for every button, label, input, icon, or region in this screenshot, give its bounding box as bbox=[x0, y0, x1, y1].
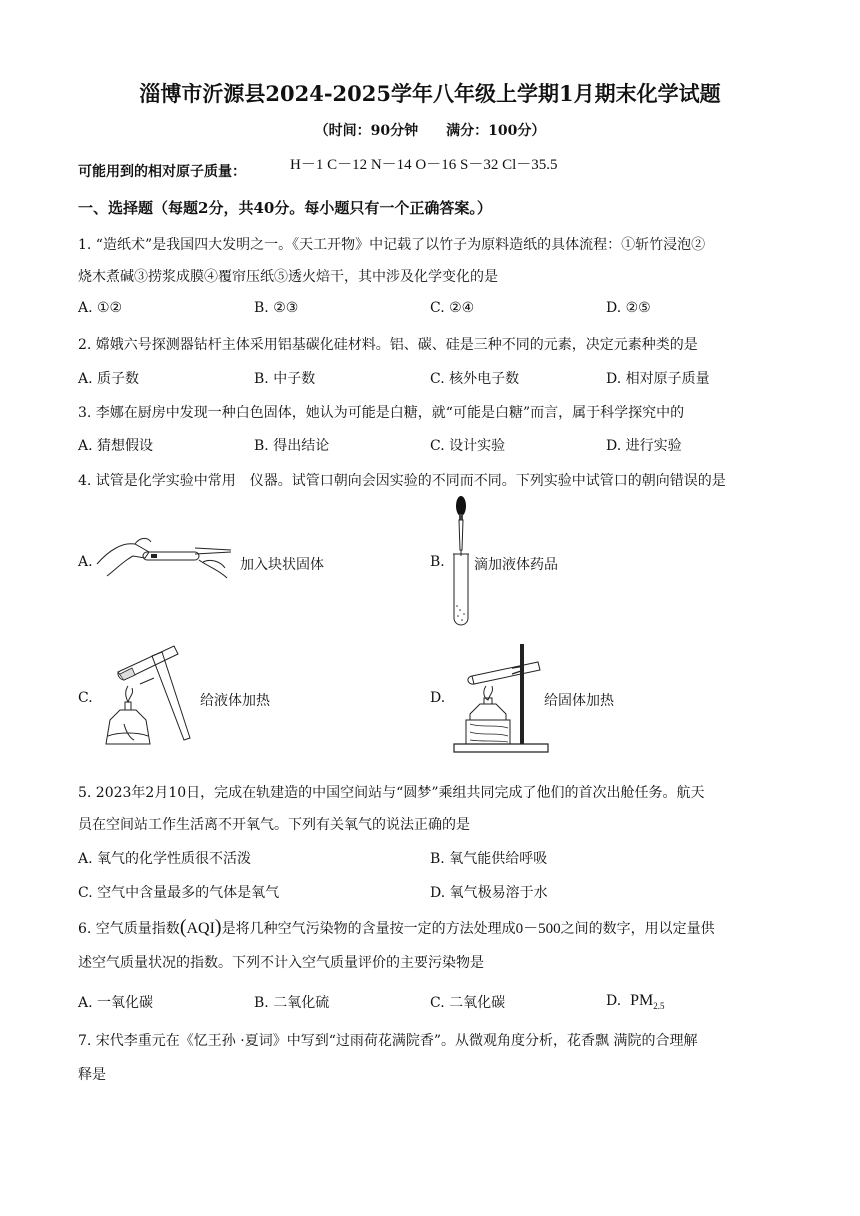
q4-option-a-letter: A. bbox=[78, 554, 93, 570]
q6-stem-part-a: 6. 空气质量指数 bbox=[78, 921, 180, 937]
q2-option-a: A. 质子数 bbox=[78, 371, 140, 387]
q3-stem: 3. 李娜在厨房中发现一种白色固体，她认为可能是白糖，就“可能是白糖”而言，属于科学探究中的 bbox=[78, 405, 685, 421]
atomic-masses-label: 可能用到的相对原子质量： bbox=[78, 164, 246, 180]
q7-stem-line1: 7. 宋代李重元在《忆王孙 ·夏词》中写到“过雨荷花满院香”。从微观角度分析，花香飘 满院的合理解 bbox=[78, 1033, 698, 1049]
q4-option-b-caption: 滴加液体药品 bbox=[474, 557, 558, 573]
q3-option-d: D. 进行实验 bbox=[606, 438, 682, 454]
q4-option-a-caption: 加入块状固体 bbox=[240, 557, 324, 573]
q4-stem: 4. 试管是化学实验中常用 仪器。试管口朝向会因实验的不同而不同。下列实验中试管口的朝向错误的是 bbox=[78, 473, 726, 489]
q6-stem-part-b: 是将几种空气污染物的含量按一定的方法处理成 bbox=[221, 921, 516, 937]
q6-pm-sub: 2.5 bbox=[653, 1001, 665, 1012]
q5-option-a: A. 氧气的化学性质很不活泼 bbox=[78, 851, 252, 867]
q4-option-c-figure bbox=[98, 642, 198, 754]
q2-stem: 2. 嫦娥六号探测器钻杆主体采用铝基碳化硅材料。铝、碳、硅是三种不同的元素，决定元素种类的是 bbox=[78, 337, 698, 353]
q6-pm-main: PM bbox=[630, 992, 654, 1009]
q5-stem-line2: 员在空间站工作生活离不开氧气。下列有关氧气的说法正确的是 bbox=[78, 817, 470, 833]
q4-option-a-figure bbox=[95, 528, 235, 584]
q2-option-b: B. 中子数 bbox=[254, 371, 316, 387]
q6-option-d bbox=[606, 992, 664, 1011]
q6-option-d-letter: D. bbox=[606, 993, 622, 1009]
q4-option-d-letter: D. bbox=[430, 690, 446, 706]
q5-stem-line1: 5. 2023年2月10日，完成在轨建造的中国空间站与“圆梦”乘组共同完成了他们的首次出舱任务。航天 bbox=[78, 785, 705, 801]
q6-stem-line1 bbox=[78, 916, 715, 939]
q6-paren-close: ) bbox=[214, 916, 222, 938]
q6-stem-line2: 述空气质量状况的指数。下列不计入空气质量评价的主要污染物是 bbox=[78, 955, 484, 971]
q3-option-c: C. 设计实验 bbox=[430, 438, 506, 454]
exam-title: 淄博市沂源县2024-2025学年八年级上学期1月期末化学试题 bbox=[139, 81, 721, 106]
q5-option-d: D. 氧气极易溶于水 bbox=[430, 885, 548, 901]
q1-option-a: A. ①② bbox=[78, 300, 123, 316]
exam-subtitle: （时间：90分钟 满分：100分） bbox=[314, 123, 546, 139]
q4-option-b-letter: B. bbox=[430, 554, 445, 570]
q6-pm25 bbox=[630, 992, 665, 1012]
q1-stem-line2: 烧木煮碱③捞浆成膜④覆帘压纸⑤透火焙干，其中涉及化学变化的是 bbox=[78, 269, 498, 285]
q4-option-b-figure bbox=[448, 494, 474, 630]
q5-option-b: B. 氧气能供给呼吸 bbox=[430, 851, 548, 867]
q1-option-d: D. ②⑤ bbox=[606, 300, 651, 316]
q6-range: 0－500 bbox=[515, 921, 561, 937]
q6-stem-part-c: 之间的数字，用以定量供 bbox=[560, 921, 715, 937]
q6-option-a: A. 一氧化碳 bbox=[78, 995, 154, 1011]
q4-option-d-caption: 给固体加热 bbox=[544, 693, 614, 709]
q6-option-b: B. 二氧化硫 bbox=[254, 995, 330, 1011]
q4-option-d-figure bbox=[452, 640, 550, 754]
q2-option-c: C. 核外电子数 bbox=[430, 371, 520, 387]
q3-option-a: A. 猜想假设 bbox=[78, 438, 154, 454]
q2-option-d: D. 相对原子质量 bbox=[606, 371, 710, 387]
section-heading: 一、选择题（每题2分，共40分。每小题只有一个正确答案。） bbox=[78, 199, 492, 217]
q1-option-c: C. ②④ bbox=[430, 300, 475, 316]
q7-stem-line2: 释是 bbox=[78, 1067, 106, 1083]
q4-option-c-letter: C. bbox=[78, 690, 93, 706]
q5-option-c: C. 空气中含量最多的气体是氧气 bbox=[78, 885, 280, 901]
q1-stem-line1: 1. “造纸术”是我国四大发明之一。《天工开物》中记载了以竹子为原料造纸的具体流程：①斩竹浸泡② bbox=[78, 237, 706, 253]
q1-option-b: B. ②③ bbox=[254, 300, 299, 316]
q6-paren-open: ( bbox=[179, 916, 187, 938]
q6-aqi: AQI bbox=[186, 920, 215, 937]
q4-option-c-caption: 给液体加热 bbox=[200, 693, 270, 709]
q3-option-b: B. 得出结论 bbox=[254, 438, 330, 454]
atomic-masses-values: H－1 C－12 N－14 O－16 S－32 Cl－35.5 bbox=[290, 157, 558, 173]
q6-option-c: C. 二氧化碳 bbox=[430, 995, 506, 1011]
